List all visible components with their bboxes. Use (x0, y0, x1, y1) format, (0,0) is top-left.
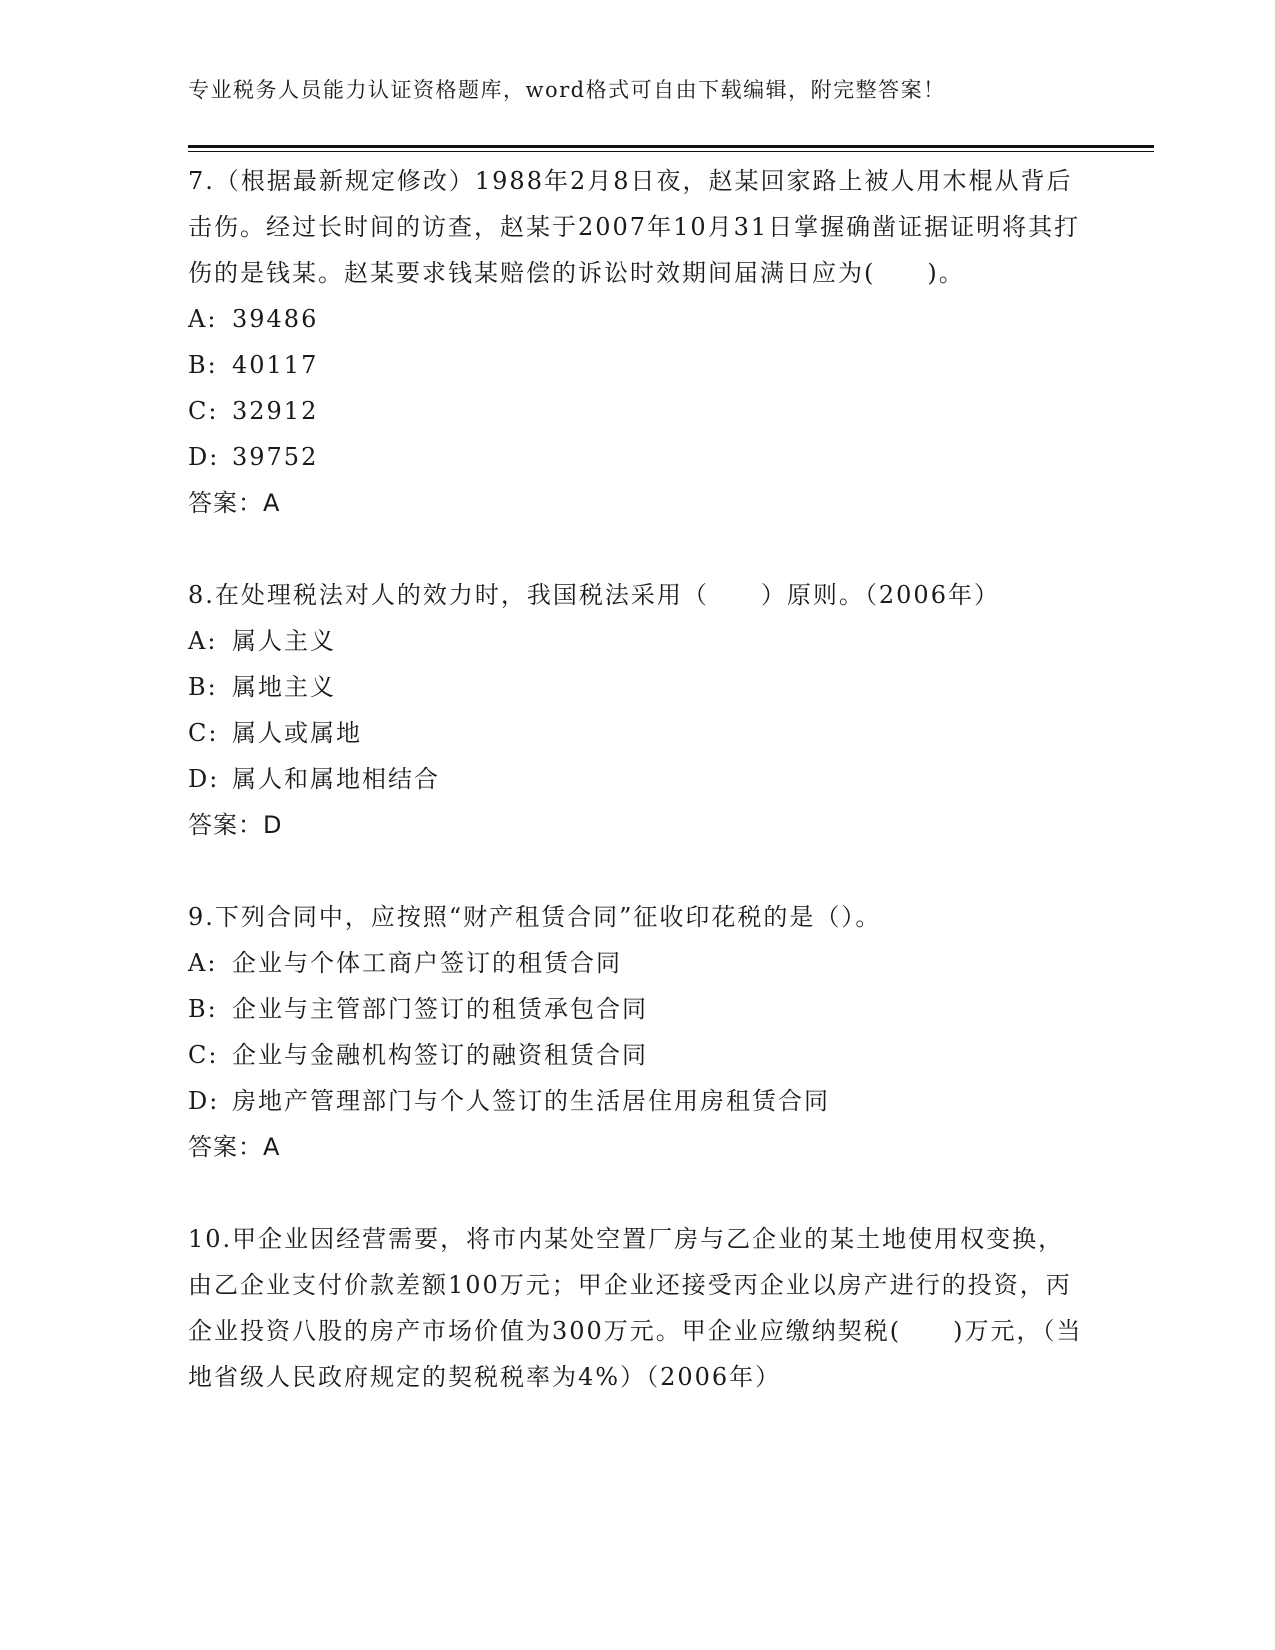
option-d (188, 756, 1088, 802)
question-stem: 10.甲企业因经营需要，将市内某处空置厂房与乙企业的某土地使用权变换，由乙企业支付价款差额100万元；甲企业还接受丙企业以房产进行的投资，丙企业投资八股的房产市场价值为300万元。甲企业应缴纳契税( )万元，（当地省级人民政府规定的契税税率为4%）（2006年） (188, 1225, 1083, 1391)
question-stem: 7.（根据最新规定修改）1988年2月8日夜，赵某回家路上被人用木棍从背后击伤。经过长时间的访查，赵某于2007年10月31日掌握确凿证据证明将其打伤的是钱某。赵某要求钱某赔偿的诉讼时效期间届满日应为( )。 (188, 167, 1081, 287)
option-c (188, 1032, 1088, 1078)
option-text: 属人或属地 (232, 719, 362, 747)
header-rule-thin (188, 151, 1154, 152)
page-header: 专业税务人员能力认证资格题库，word格式可自由下载编辑，附完整答案！ (188, 78, 946, 102)
question-stem: 9.下列合同中，应按照“财产租赁合同”征收印花税的是（）。 (188, 903, 882, 931)
option-text: 企业与金融机构签订的融资租赁合同 (232, 1041, 648, 1069)
question-list (188, 158, 1088, 1400)
option-b (188, 664, 1088, 710)
answer-label: 答案：D (188, 811, 283, 839)
option-b (188, 342, 1088, 388)
option-d (188, 1078, 1088, 1124)
option-c (188, 710, 1088, 756)
spacer (188, 848, 1088, 894)
option-key: B: (188, 995, 218, 1023)
option-text: 属地主义 (232, 673, 336, 701)
option-a (188, 618, 1088, 664)
option-text: 40117 (232, 351, 319, 379)
option-text: 属人主义 (232, 627, 336, 655)
question-7 (188, 158, 1088, 526)
question-8 (188, 572, 1088, 848)
header-rule-thick (188, 145, 1154, 148)
option-d (188, 434, 1088, 480)
option-a (188, 940, 1088, 986)
spacer (188, 526, 1088, 572)
option-key: C: (188, 397, 219, 425)
option-key: D: (188, 765, 220, 793)
option-text: 39486 (232, 305, 319, 333)
option-key: A: (188, 305, 218, 333)
spacer (188, 1170, 1088, 1216)
question-9 (188, 894, 1088, 1170)
option-key: B: (188, 673, 218, 701)
answer-label: 答案：A (188, 489, 281, 517)
option-text: 属人和属地相结合 (232, 765, 440, 793)
option-b (188, 986, 1088, 1032)
answer-label: 答案：A (188, 1133, 281, 1161)
option-key: A: (188, 949, 218, 977)
option-key: D: (188, 1087, 220, 1115)
question-stem: 8.在处理税法对人的效力时，我国税法采用（ ）原则。（2006年） (188, 581, 1000, 609)
option-text: 房地产管理部门与个人签订的生活居住用房租赁合同 (232, 1087, 830, 1115)
option-key: D: (188, 443, 220, 471)
option-text: 39752 (232, 443, 319, 471)
option-c (188, 388, 1088, 434)
option-key: C: (188, 719, 219, 747)
option-text: 企业与主管部门签订的租赁承包合同 (232, 995, 648, 1023)
option-key: A: (188, 627, 218, 655)
option-key: B: (188, 351, 218, 379)
question-10 (188, 1216, 1088, 1400)
option-text: 32912 (232, 397, 319, 425)
option-key: C: (188, 1041, 219, 1069)
option-text: 企业与个体工商户签订的租赁合同 (232, 949, 622, 977)
option-a (188, 296, 1088, 342)
